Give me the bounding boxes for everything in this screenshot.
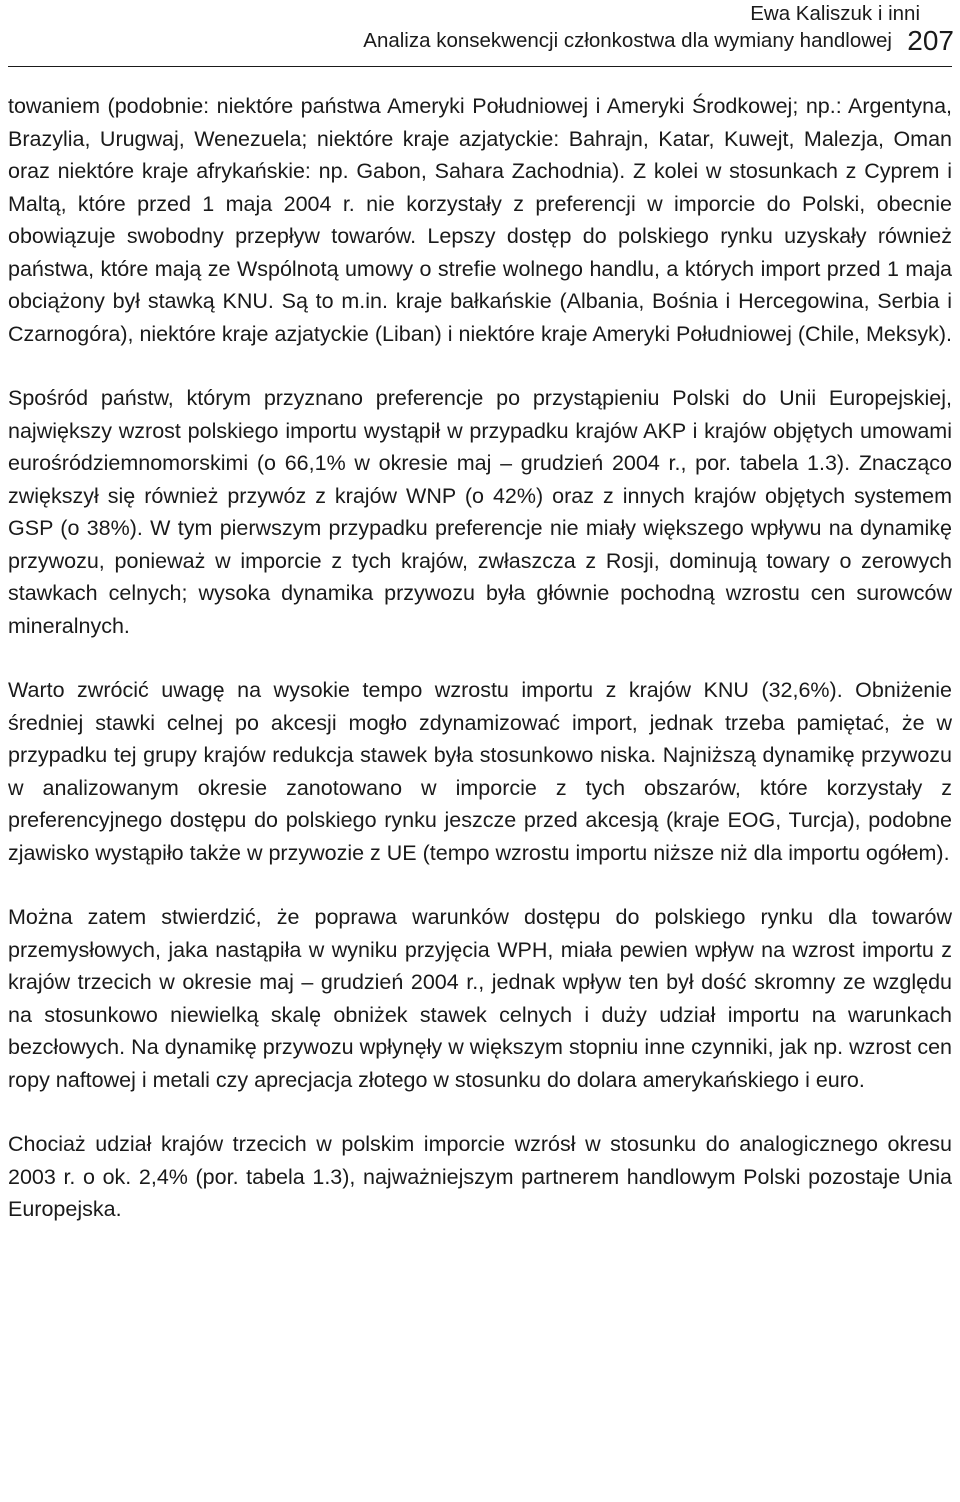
header-divider — [8, 66, 952, 67]
header-title: Analiza konsekwencji członkostwa dla wymiany handlowej — [363, 29, 892, 52]
body-text — [8, 90, 952, 1226]
paragraph: towaniem (podobnie: niektóre państwa Ameryki Południowej i Ameryki Środkowej; np.: Argentyna, Brazylia, Urugwaj, Wenezuela; niektóre kraje azjatyckie: Bahrajn, Katar, Kuwejt, Malezja, Oman oraz niektóre kraje afrykańskie: np. Gabon, Sahara Zachodnia). Z kolei w stosunkach z Cyprem i Maltą, które przed 1 maja 2004 r. nie korzystały z preferencji w imporcie do Polski, obecnie obowiązuje swobodny przepływ towarów. Lepszy dostęp do polskiego rynku uzyskały również państwa, które mają ze Wspólnotą umowy o strefie wolnego handlu, a których import przed 1 maja obciążony był stawką KNU. Są to m.in. kraje bałkańskie (Albania, Bośnia i Hercegowina, Serbia i Czarnogóra), niektóre kraje azjatyckie (Liban) i niektóre kraje Ameryki Południowej (Chile, Meksyk). — [8, 94, 952, 346]
paragraph: Warto zwrócić uwagę na wysokie tempo wzrostu importu z krajów KNU (32,6%). Obniżenie średniej stawki celnej po akcesji mogło zdynamizować import, jednak trzeba pamiętać, że w przypadku tej grupy krajów redukcja stawek była stosunkowo niska. Najniższą dynamikę przywozu w analizowanym okresie zanotowano w imporcie z tych obszarów, które korzystały z preferencyjnego dostępu do polskiego rynku jeszcze przed akcesją (kraje EOG, Turcja), podobne zjawisko wystąpiło także w przywozie z UE (tempo wzrostu importu niższe niż dla importu ogółem). — [8, 678, 952, 865]
paragraph: Spośród państw, którym przyznano preferencje po przystąpieniu Polski do Unii Europejskiej, największy wzrost polskiego importu wystąpił w przypadku krajów AKP i krajów objętych umowami eurośródziemnomorskimi (o 66,1% w okresie maj – grudzień 2004 r., por. tabela 1.3). Znacząco zwiększył się również przywóz z krajów WNP (o 42%) oraz z innych krajów objętych systemem GSP (o 38%). W tym pierwszym przypadku preferencje nie miały większego wpływu na dynamikę przywozu, ponieważ w imporcie z tych krajów, zwłaszcza z Rosji, dominują towary o zerowych stawkach celnych; wysoka dynamika przywozu była głównie pochodną wzrostu cen surowców mineralnych. — [8, 386, 952, 638]
header-author: Ewa Kaliszuk i inni — [750, 2, 920, 25]
paragraph: Chociaż udział krajów trzecich w polskim imporcie wzrósł w stosunku do analogicznego okresu 2003 r. o ok. 2,4% (por. tabela 1.3), najważniejszym partnerem handlowym Polski pozostaje Unia Europejska. — [8, 1132, 952, 1221]
running-header — [0, 0, 960, 70]
page-number: 207 — [907, 25, 954, 56]
paragraph: Można zatem stwierdzić, że poprawa warunków dostępu do polskiego rynku dla towarów przemysłowych, jaka nastąpiła w wyniku przyjęcia WPH, miała pewien wpływ na wzrost importu z krajów trzecich w okresie maj – grudzień 2004 r., jednak wpływ ten był dość skromny ze względu na stosunkowo niewielką skalę obniżek stawek celnych i duży udział importu na warunkach bezcłowych. Na dynamikę przywozu wpłynęły w większym stopniu inne czynniki, jak np. wzrost cen ropy naftowej i metali czy aprecjacja złotego w stosunku do dolara amerykańskiego i euro. — [8, 905, 952, 1092]
